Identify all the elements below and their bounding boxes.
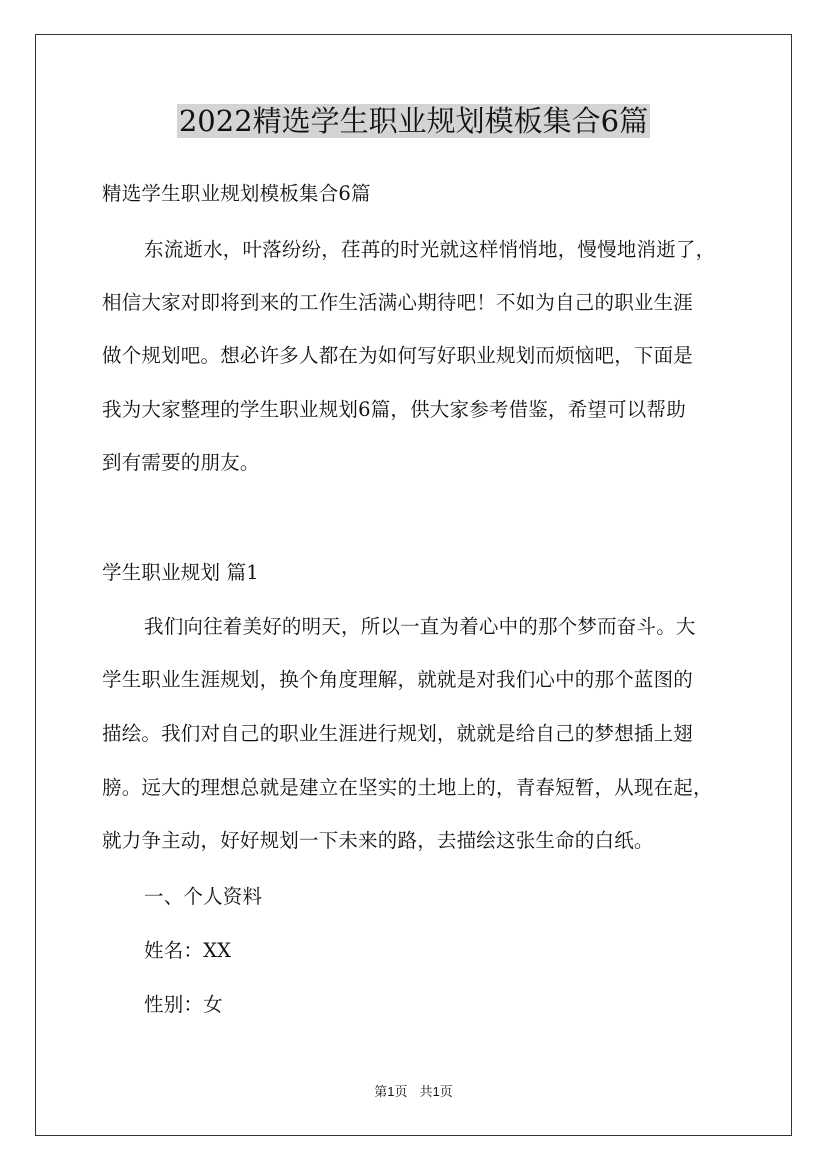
gender-field: 性别：女	[144, 993, 223, 1016]
section-line-1: 我们向往着美好的明天，所以一直为着心中的那个梦而奋斗。大	[144, 615, 696, 638]
section-line-2: 学生职业生涯规划，换个角度理解，就就是对我们心中的那个蓝图的	[102, 668, 694, 691]
section-line-3: 描绘。我们对自己的职业生涯进行规划，就就是给自己的梦想插上翅	[102, 722, 694, 745]
personal-info-heading: 一、个人资料	[144, 885, 263, 908]
section-line-5: 就力争主动，好好规划一下未来的路，去描绘这张生命的白纸。	[102, 829, 654, 852]
document-title-text: 2022精选学生职业规划模板集合6篇	[178, 104, 649, 138]
intro-line-5: 到有需要的朋友。	[102, 451, 260, 474]
intro-line-3: 做个规划吧。想必许多人都在为如何写好职业规划而烦恼吧，下面是	[102, 344, 694, 367]
page-number: 第1页	[374, 1084, 408, 1099]
section-heading: 学生职业规划 篇1	[102, 561, 259, 584]
document-title	[0, 101, 827, 141]
intro-line-1: 东流逝水，叶落纷纷，荏苒的时光就这样悄悄地，慢慢地消逝了，	[144, 238, 716, 261]
page-footer	[0, 1083, 827, 1101]
intro-line-4: 我为大家整理的学生职业规划6篇，供大家参考借鉴，希望可以帮助	[102, 398, 686, 421]
page-total: 共1页	[419, 1084, 453, 1099]
section-line-4: 膀。远大的理想总就是建立在坚实的土地上的，青春短暂，从现在起，	[102, 776, 713, 799]
name-field: 姓名：XX	[144, 939, 232, 962]
document-subtitle: 精选学生职业规划模板集合6篇	[102, 182, 371, 205]
intro-line-2: 相信大家对即将到来的工作生活满心期待吧！不如为自己的职业生涯	[102, 291, 694, 314]
